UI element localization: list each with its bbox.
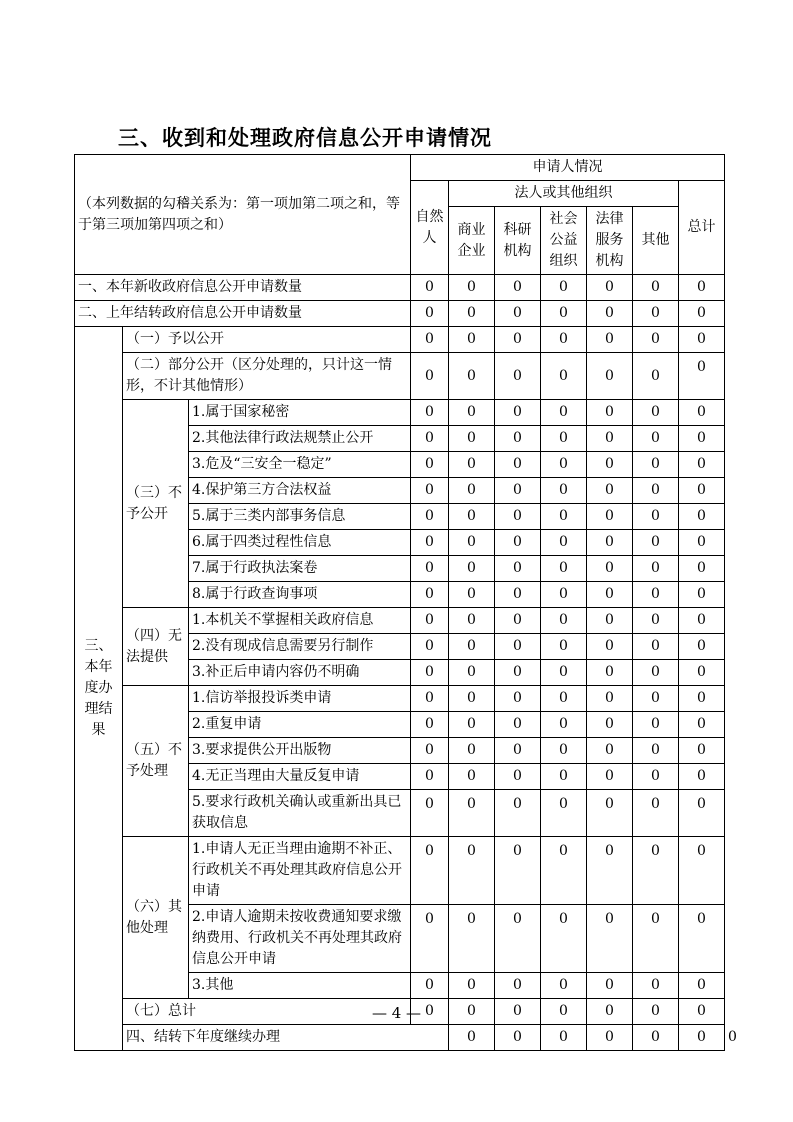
cell-value: 0 [411,504,449,530]
cell-value: 0 [495,426,541,452]
cell-value: 0 [449,504,495,530]
cell-value: 0 [495,634,541,660]
table-row [75,686,725,712]
cell-value: 0 [541,400,587,426]
cell-value: 0 [495,712,541,738]
cell-value: 0 [541,764,587,790]
header-social: 社会公益组织 [541,207,587,275]
cell-value: 0 [587,660,633,686]
row-label: 3.要求提供公开出版物 [189,738,411,764]
cell-value: 0 [541,790,587,837]
row-label: 8.属于行政查询事项 [189,582,411,608]
cell-value: 0 [495,837,541,905]
row-label: 6.属于四类过程性信息 [189,530,411,556]
row-label: 2.其他法律行政法规禁止公开 [189,426,411,452]
table-row [75,353,725,400]
cell-value: 0 [495,327,541,353]
cell-value: 0 [587,530,633,556]
cell-value: 0 [679,353,725,400]
cell-value: 0 [587,504,633,530]
group-label: （五）不予处理 [123,686,189,837]
cell-value: 0 [411,530,449,556]
cell-value: 0 [587,582,633,608]
cell-value: 0 [633,608,679,634]
cell-value: 0 [411,973,449,999]
cell-value: 0 [449,400,495,426]
table-row [75,400,725,426]
application-stats-table [74,154,737,1051]
cell-value: 0 [449,275,495,301]
cell-value: 0 [411,353,449,400]
cell-value: 0 [679,504,725,530]
cell-value: 0 [449,1025,495,1051]
table-row [75,608,725,634]
cell-value: 0 [679,275,725,301]
cell-value: 0 [541,686,587,712]
cell-value: 0 [411,738,449,764]
cell-value: 0 [633,301,679,327]
cell-value: 0 [411,608,449,634]
cell-value: 0 [633,327,679,353]
cell-value: 0 [587,905,633,973]
cell-value: 0 [587,738,633,764]
cell-value: 0 [633,790,679,837]
cell-value: 0 [449,973,495,999]
cell-value: 0 [541,660,587,686]
cell-value: 0 [679,837,725,905]
cell-value: 0 [541,301,587,327]
cell-value: 0 [633,426,679,452]
cell-value: 0 [541,999,587,1025]
cell-value: 0 [449,790,495,837]
cell-value: 0 [541,1025,587,1051]
cell-value: 0 [449,738,495,764]
cell-value: 0 [679,712,725,738]
cell-value: 0 [411,327,449,353]
cell-value: 0 [495,530,541,556]
cell-value: 0 [541,582,587,608]
cell-value: 0 [633,712,679,738]
cell-value: 0 [495,452,541,478]
cell-value: 0 [449,837,495,905]
row-label: （七）总计 [123,999,411,1025]
cell-value: 0 [633,1025,679,1051]
row-label: 四、结转下年度继续办理 [123,1025,449,1051]
cell-value: 0 [411,301,449,327]
cell-value: 0 [633,837,679,905]
row-label: 3.危及“三安全一稳定” [189,452,411,478]
cell-value: 0 [633,478,679,504]
cell-value: 0 [449,634,495,660]
cell-value: 0 [495,660,541,686]
cell-value: 0 [541,608,587,634]
cell-value: 0 [411,999,449,1025]
cell-value: 0 [679,634,725,660]
cell-value: 0 [541,426,587,452]
cell-value: 0 [679,999,725,1025]
cell-value: 0 [495,973,541,999]
cell-value: 0 [679,582,725,608]
header-other: 其他 [633,207,679,275]
cell-value: 0 [679,301,725,327]
cell-value: 0 [411,686,449,712]
cell-value: 0 [411,452,449,478]
cell-value: 0 [679,556,725,582]
cell-value: 0 [633,973,679,999]
cell-value: 0 [495,790,541,837]
cell-value: 0 [587,712,633,738]
cell-value: 0 [411,905,449,973]
cell-value: 0 [679,426,725,452]
cell-value: 0 [587,686,633,712]
cell-value: 0 [633,905,679,973]
cell-value: 0 [587,301,633,327]
cell-value: 0 [495,999,541,1025]
cell-value: 0 [679,686,725,712]
cell-value: 0 [449,301,495,327]
cell-value: 0 [411,837,449,905]
cell-value: 0 [411,275,449,301]
cell-value: 0 [411,660,449,686]
cell-value: 0 [495,1025,541,1051]
cell-value: 0 [449,327,495,353]
cell-value: 0 [587,608,633,634]
cell-value: 0 [679,608,725,634]
cell-value: 0 [633,452,679,478]
cell-value: 0 [411,712,449,738]
row-label: 二、上年结转政府信息公开申请数量 [75,301,411,327]
table-row [75,275,725,301]
row-label: 2.重复申请 [189,712,411,738]
cell-value: 0 [587,400,633,426]
cell-value: 0 [495,275,541,301]
cell-value: 0 [679,530,725,556]
cell-value: 0 [587,452,633,478]
cell-value: 0 [449,764,495,790]
cell-value: 0 [495,400,541,426]
page-number: — 4 — [371,1004,422,1022]
cell-value: 0 [587,556,633,582]
cell-value: 0 [633,530,679,556]
cell-value: 0 [449,582,495,608]
cell-value: 0 [633,634,679,660]
row-label: 1.属于国家秘密 [189,400,411,426]
header-applicant: 申请人情况 [411,155,725,181]
cell-value: 0 [449,712,495,738]
cell-value: 0 [541,275,587,301]
cell-value: 0 [633,504,679,530]
cell-value: 0 [587,1025,633,1051]
cell-value: 0 [633,275,679,301]
cell-value: 0 [449,999,495,1025]
cell-value: 0 [679,973,725,999]
row-label: （二）部分公开（区分处理的，只计这一情形，不计其他情形） [123,353,411,400]
row-label: 3.补正后申请内容仍不明确 [189,660,411,686]
cell-value: 0 [679,478,725,504]
cell-value: 0 [495,608,541,634]
cell-value: 0 [411,478,449,504]
cell-value: 0 [679,738,725,764]
group-label: （三）不予公开 [123,400,189,608]
cell-value: 0 [587,327,633,353]
cell-value: 0 [541,530,587,556]
row-label: 4.无正当理由大量反复申请 [189,764,411,790]
header-legal-org: 法人或其他组织 [449,181,679,207]
cell-value: 0 [587,634,633,660]
cell-value: 0 [587,790,633,837]
cell-value: 0 [541,478,587,504]
row-label: 1.申请人无正当理由逾期不补正、行政机关不再处理其政府信息公开申请 [189,837,411,905]
cell-value: 0 [449,530,495,556]
cell-value: 0 [633,353,679,400]
cell-value: 0 [679,452,725,478]
cell-value: 0 [679,327,725,353]
cell-value: 0 [587,478,633,504]
cell-value: 0 [541,837,587,905]
row-label: 2.申请人逾期未按收费通知要求缴纳费用、行政机关不再处理其政府信息公开申请 [189,905,411,973]
header-natural-person: 自然人 [411,181,449,275]
cell-value: 0 [495,478,541,504]
cell-value: 0 [633,738,679,764]
cell-value: 0 [633,556,679,582]
cell-value: 0 [495,353,541,400]
cell-value: 0 [449,686,495,712]
table-row [75,301,725,327]
cell-value: 0 [541,634,587,660]
header-research: 科研机构 [495,207,541,275]
cell-value: 0 [449,660,495,686]
cell-value: 0 [449,452,495,478]
cell-value: 0 [449,905,495,973]
cell-value: 0 [449,556,495,582]
cell-value: 0 [541,738,587,764]
table-row: 四、结转下年度继续办理 0 0 0 0 0 0 0 [75,1025,725,1051]
cell-value: 0 [633,660,679,686]
row-label: 3.其他 [189,973,411,999]
page-title: 三、收到和处理政府信息公开申请情况 [118,126,492,150]
header-business: 商业企业 [449,207,495,275]
row-label: 4.保护第三方合法权益 [189,478,411,504]
cell-value: 0 [541,327,587,353]
cell-value: 0 [587,275,633,301]
cell-value: 0 [541,556,587,582]
cell-value: 0 [679,905,725,973]
cell-value: 0 [679,764,725,790]
cell-value: 0 [633,686,679,712]
group-label: （四）无法提供 [123,608,189,686]
cell-value: 0 [411,426,449,452]
cell-value: 0 [411,556,449,582]
section-3-label: 三、本年度办理结果 [75,327,123,1051]
row-label: 2.没有现成信息需要另行制作 [189,634,411,660]
cell-value: 0 [411,764,449,790]
header-note: （本列数据的勾稽关系为：第一项加第二项之和，等于第三项加第四项之和） [75,155,411,275]
cell-value: 0 [541,905,587,973]
cell-value: 0 [449,426,495,452]
cell-value: 0 [541,452,587,478]
row-label: 5.要求行政机关确认或重新出具已获取信息 [189,790,411,837]
cell-value: 0 [411,400,449,426]
header-total: 总计 [679,181,725,275]
row-label: 一、本年新收政府信息公开申请数量 [75,275,411,301]
cell-value: 0 [633,999,679,1025]
cell-value: 0 [541,712,587,738]
cell-value: 0 [633,582,679,608]
cell-value: 0 [679,790,725,837]
table-row [75,327,725,353]
cell-value: 0 [541,973,587,999]
cell-value: 0 [633,400,679,426]
cell-value: 0 [495,686,541,712]
cell-value: 0 [411,582,449,608]
cell-value: 0 [587,973,633,999]
cell-value: 0 [541,353,587,400]
cell-value: 0 [679,1025,725,1051]
cell-value: 0 [541,504,587,530]
cell-value: 0 [679,400,725,426]
cell-value: 0 [587,353,633,400]
cell-value: 0 [587,999,633,1025]
cell-value: 0 [679,660,725,686]
cell-value: 0 [449,478,495,504]
cell-value: 0 [587,426,633,452]
cell-value: 0 [449,608,495,634]
cell-value: 0 [495,738,541,764]
row-label: 7.属于行政执法案卷 [189,556,411,582]
cell-value: 0 [411,790,449,837]
row-label: （一）予以公开 [123,327,411,353]
cell-value: 0 [587,764,633,790]
cell-value: 0 [495,905,541,973]
table-row [75,837,725,905]
cell-value: 0 [633,764,679,790]
cell-value: 0 [411,634,449,660]
cell-value: 0 [495,582,541,608]
cell-value: 0 [495,301,541,327]
cell-value: 0 [495,764,541,790]
group-label: （六）其他处理 [123,837,189,999]
row-label: 1.信访举报投诉类申请 [189,686,411,712]
cell-value: 0 [449,353,495,400]
row-label: 1.本机关不掌握相关政府信息 [189,608,411,634]
cell-value: 0 [495,556,541,582]
header-legal-service: 法律服务机构 [587,207,633,275]
cell-value: 0 [495,504,541,530]
row-label: 5.属于三类内部事务信息 [189,504,411,530]
cell-value: 0 [587,837,633,905]
